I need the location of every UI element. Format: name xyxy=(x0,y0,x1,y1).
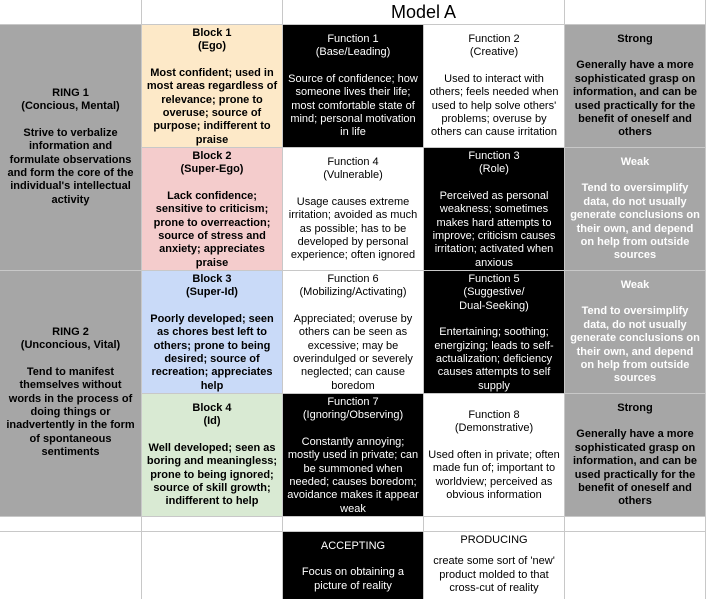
function-2-name: Function 2 xyxy=(468,33,520,45)
block-2-name: Block 2 xyxy=(192,150,232,162)
accepting-cell xyxy=(283,532,424,599)
accepting-description: Focus on obtaining a picture of reality xyxy=(301,566,405,592)
function-4-cell xyxy=(283,148,424,271)
function-6-description: Appreciated; overuse by others can be seen as excessive; may be overindulged or severely neglected; can cause boredom xyxy=(293,312,413,392)
spacer-cell xyxy=(424,517,565,532)
function-2-sub: (Creative) xyxy=(469,46,519,59)
function-8-cell xyxy=(424,394,565,517)
block-4-description: Well developed; seen as boring and meaningless; prone to being ignored; source of skill growth; indifferent to help xyxy=(146,441,278,508)
block-2-description: Lack confidence; sensitive to criticism; prone to overreaction; source of stress and anxiety; appreciates praise xyxy=(153,189,271,269)
block-2-cell xyxy=(142,148,283,271)
strength-cell-4 xyxy=(565,394,706,517)
producing-description: create some sort of 'new' product molded to that cross-cut of reality xyxy=(433,555,555,595)
block-3-name: Block 3 xyxy=(192,273,232,285)
strength-3-label: Weak xyxy=(620,279,650,291)
strength-2-description: Tend to oversimplify data, do not usually generate conclusions on their own, and depend on help from outside sources xyxy=(570,182,700,262)
producing-cell xyxy=(424,532,565,599)
empty-cell xyxy=(565,532,706,599)
function-1-description: Source of confidence; how someone lives their life; most comfortable state of mind; personal motivation in life xyxy=(288,72,418,139)
function-5-cell xyxy=(424,271,565,394)
ring-2-heading: RING 2 xyxy=(52,326,89,338)
strength-4-label: Strong xyxy=(617,402,653,414)
function-3-cell xyxy=(424,148,565,271)
function-5-sub: (Suggestive/ Dual-Seeking) xyxy=(459,286,529,312)
function-6-cell xyxy=(283,271,424,394)
function-2-description: Used to interact with others; feels needed when used to help solve others' problems; overuse by others can cause irritation xyxy=(429,72,559,139)
function-5-name: Function 5 xyxy=(468,273,520,285)
ring-2-cell xyxy=(0,271,142,517)
producing-label: PRODUCING xyxy=(460,534,528,546)
function-8-sub: (Demonstrative) xyxy=(454,422,534,435)
block-2-sub: (Super-Ego) xyxy=(180,163,244,176)
function-1-name: Function 1 xyxy=(327,33,379,45)
ring-1-description: Strive to verbalize information and formulate observations and form the core of the individual's intellectual activity xyxy=(7,126,134,206)
strength-4-description: Generally have a more sophisticated grasp on information, and can be used practically for the benefit of oneself and others xyxy=(572,428,698,508)
function-1-cell xyxy=(283,25,424,148)
block-3-sub: (Super-Id) xyxy=(186,286,238,299)
ring-2-subheading: (Unconcious, Vital) xyxy=(20,339,121,352)
spacer-cell xyxy=(0,517,142,532)
function-6-name: Function 6 xyxy=(327,273,379,285)
strength-cell-2 xyxy=(565,148,706,271)
block-4-sub: (Id) xyxy=(203,415,221,428)
block-3-description: Poorly developed; seen as chores best left to others; prone to being desired; source of recreation; appreciates help xyxy=(150,312,274,392)
empty-cell xyxy=(142,0,283,25)
function-4-sub: (Vulnerable) xyxy=(323,169,383,182)
function-7-name: Function 7 xyxy=(327,396,379,408)
function-5-description: Entertaining; soothing; energizing; leads to self-actualization; deficiency causes attempts to self supply xyxy=(434,326,554,392)
function-8-name: Function 8 xyxy=(468,409,520,421)
empty-cell xyxy=(142,532,283,599)
ring-1-subheading: (Concious, Mental) xyxy=(21,100,120,113)
function-6-sub: (Mobilizing/Activating) xyxy=(299,286,407,299)
function-3-description: Perceived as personal weakness; sometimes makes hard attempts to improve; criticism causes irritation; activated when anxious xyxy=(432,189,556,269)
function-8-description: Used often in private; often made fun of; important to worldview; perceived as obvious information xyxy=(428,448,560,502)
block-1-sub: (Ego) xyxy=(197,40,227,53)
strength-1-description: Generally have a more sophisticated grasp on information, and can be used practically for the benefit of oneself and others xyxy=(572,59,698,139)
page-title: Model A xyxy=(283,0,565,25)
strength-2-label: Weak xyxy=(620,156,650,168)
strength-cell-1 xyxy=(565,25,706,148)
function-4-name: Function 4 xyxy=(327,156,379,168)
function-4-description: Usage causes extreme irritation; avoided as much as possible; has to be developed by personal experience; often ignored xyxy=(288,195,418,262)
function-7-description: Constantly annoying; mostly used in private; can be summoned when needed; causes boredom; avoidance makes it appear weak xyxy=(287,435,419,515)
block-4-name: Block 4 xyxy=(192,402,232,414)
strength-1-label: Strong xyxy=(617,33,653,45)
ring-1-heading: RING 1 xyxy=(52,87,89,99)
accepting-label: ACCEPTING xyxy=(320,540,386,552)
block-1-name: Block 1 xyxy=(192,27,232,39)
ring-1-cell xyxy=(0,25,142,271)
block-3-cell xyxy=(142,271,283,394)
ring-2-description: Tend to manifest themselves without words in the process of doing things or inadvertently in the form of spontaneous sentiments xyxy=(6,365,135,459)
block-4-cell xyxy=(142,394,283,517)
block-1-cell xyxy=(142,25,283,148)
function-3-sub: (Role) xyxy=(479,163,509,176)
empty-cell xyxy=(0,532,142,599)
spacer-cell xyxy=(142,517,283,532)
strength-3-description: Tend to oversimplify data, do not usually generate conclusions on their own, and depend on help from outside sources xyxy=(570,305,700,385)
spacer-cell xyxy=(565,517,706,532)
function-7-sub: (Ignoring/Observing) xyxy=(302,409,404,422)
block-1-description: Most confident; used in most areas regardless of relevance; prone to overuse; source of purpose; indifferent to praise xyxy=(146,66,278,146)
empty-cell xyxy=(0,0,142,25)
spacer-cell xyxy=(283,517,424,532)
strength-cell-3 xyxy=(565,271,706,394)
function-3-name: Function 3 xyxy=(468,150,520,162)
function-2-cell xyxy=(424,25,565,148)
function-1-sub: (Base/Leading) xyxy=(315,46,391,59)
empty-cell xyxy=(565,0,706,25)
function-7-cell xyxy=(283,394,424,517)
